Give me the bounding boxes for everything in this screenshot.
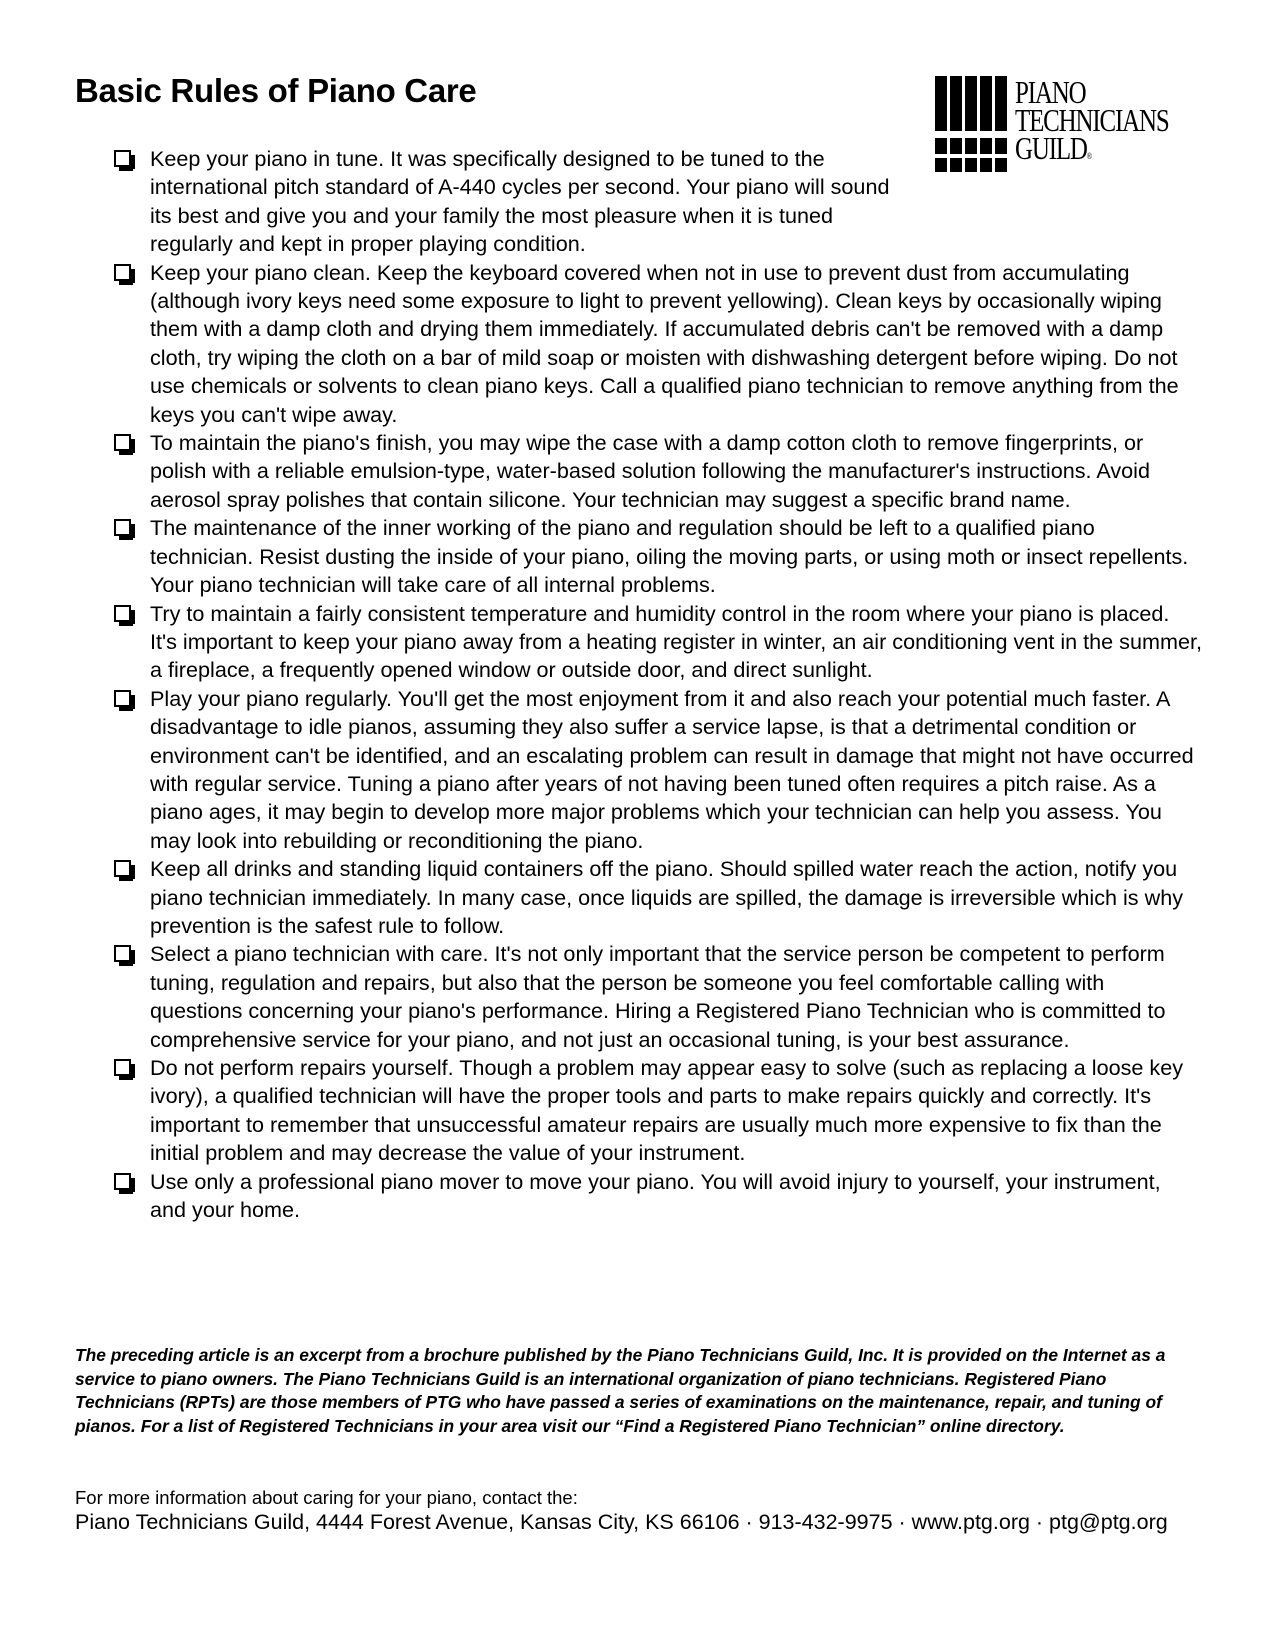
checkbox-icon	[114, 264, 131, 281]
checkbox-icon	[114, 1059, 131, 1076]
rules-list	[112, 145, 1202, 1224]
checkbox-icon	[114, 1173, 131, 1190]
checkbox-icon	[114, 860, 131, 877]
logo-line-3: GUILD	[1015, 130, 1087, 166]
list-item	[112, 259, 1202, 429]
list-item	[112, 514, 1202, 599]
list-item	[112, 685, 1202, 855]
checkbox-icon	[114, 690, 131, 707]
list-item	[112, 429, 1202, 514]
contact-details: Piano Technicians Guild, 4444 Forest Avenue, Kansas City, KS 66106 · 913-432-9975 · www.ptg.org · ptg@ptg.org	[75, 1510, 1168, 1534]
checkbox-icon	[114, 519, 131, 536]
logo-line-1: PIANO	[1015, 74, 1086, 110]
list-item	[112, 600, 1202, 685]
rule-text: Try to maintain a fairly consistent temperature and humidity control in the room where your piano is placed. It's important to keep your piano away from a heating register in winter, an air conditioning vent in the summer, a fireplace, a frequently opened window or outside door, and direct sunlight.	[150, 600, 1202, 683]
disclaimer-paragraph: The preceding article is an excerpt from a brochure published by the Piano Technicians Guild, Inc. It is provided on the Internet as a service to piano owners. The Piano Technicians Guild is an international organization of piano technicians. Registered Piano Technicians (RPTs) are those members of PTG who have passed a series of examinations on the maintenance, repair, and tuning of pianos. For a list of Registered Technicians in your area visit our “Find a Registered Piano Technician” online directory.	[75, 1345, 1166, 1436]
checkbox-icon	[114, 605, 131, 622]
list-item	[112, 1054, 1202, 1168]
list-item	[112, 145, 1202, 259]
page-title: Basic Rules of Piano Care	[75, 72, 477, 109]
logo-trademark: ®	[1086, 151, 1093, 161]
rule-text: Use only a professional piano mover to move your piano. You will avoid injury to yourself, your instrument, and your home.	[150, 1168, 1161, 1223]
rule-text: Keep all drinks and standing liquid containers off the piano. Should spilled water reach the action, notify you piano technician immediately. In many case, once liquids are spilled, the damage is irreversible which is why prevention is the safest rule to follow.	[150, 856, 1183, 938]
contact-intro: For more information about caring for your piano, contact the:	[75, 1487, 578, 1508]
rule-text: Select a piano technician with care. It's not only important that the service person be competent to perform tuning, regulation and repairs, but also that the person be someone you feel comfortable calling with questions concerning your piano's performance. Hiring a Registered Piano Technician who is committed to comprehensive service for your piano, and not just an occasional tuning, is your best assurance.	[150, 941, 1166, 1052]
rule-text: Keep your piano clean. Keep the keyboard covered when not in use to prevent dust from accumulating (although ivory keys need some exposure to light to prevent yellowing). Clean keys by occasionally wiping them with a damp cloth and drying them immediately. If accumulated debris can't be removed with a damp cloth, try wiping the cloth on a bar of mild soap or moisten with dishwashing detergent before wiping. Do not use chemicals or solvents to clean piano keys. Call a qualified piano technician to remove anything from the keys you can't wipe away.	[150, 259, 1179, 427]
rule-text: Keep your piano in tune. It was specifically designed to be tuned to the international pitch standard of A-440 cycles per second. Your piano will sound its best and give you and your family the most pleasure when it is tuned regularly and kept in proper playing condition.	[150, 146, 890, 257]
list-item	[112, 1168, 1202, 1225]
rule-text: To maintain the piano's finish, you may wipe the case with a damp cotton cloth to remove fingerprints, or polish with a reliable emulsion-type, water-based solution following the manufacturer's instructions. Avoid aerosol spray polishes that contain silicone. Your technician may suggest a specific brand name.	[150, 430, 1150, 512]
checkbox-icon	[114, 434, 131, 451]
list-item	[112, 940, 1202, 1054]
checkbox-icon	[114, 150, 131, 167]
logo-line-2: TECHNICIANS	[1015, 102, 1169, 138]
rule-text: The maintenance of the inner working of the piano and regulation should be left to a qualified piano technician. Resist dusting the inside of your piano, oiling the moving parts, or using moth or insect repellents. Your piano technician will take care of all internal problems.	[150, 515, 1189, 598]
rule-text: Do not perform repairs yourself. Though a problem may appear easy to solve (such as replacing a loose key ivory), a qualified technician will have the proper tools and parts to make repairs quickly and correctly. It's important to remember that unsuccessful amateur repairs are usually much more expensive to fix than the initial problem and may decrease the value of your instrument.	[150, 1055, 1184, 1166]
rule-text: Play your piano regularly. You'll get the most enjoyment from it and also reach your potential much faster. A disadvantage to idle pianos, assuming they also suffer a service lapse, is that a detrimental condition or environment can't be identified, and an escalating problem can result in damage that might not have occurred with regular service. Tuning a piano after years of not having been tuned often requires a pitch raise. As a piano ages, it may begin to develop more major problems which your technician can help you assess. You may look into rebuilding or reconditioning the piano.	[150, 685, 1194, 853]
list-item	[112, 855, 1202, 940]
checkbox-icon	[114, 945, 131, 962]
